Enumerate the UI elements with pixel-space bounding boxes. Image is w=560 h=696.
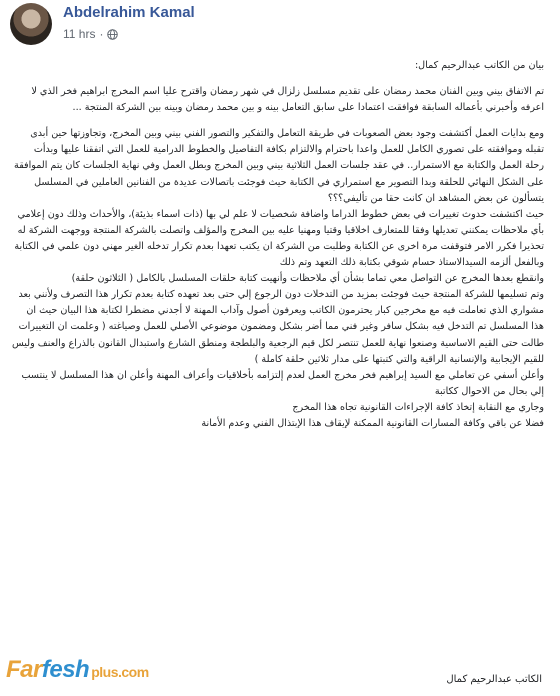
globe-icon[interactable]	[107, 29, 118, 40]
post-header	[10, 3, 195, 47]
post-body	[12, 58, 544, 432]
watermark-part-3: plus.com	[91, 664, 149, 680]
watermark-part-1: Far	[6, 656, 42, 683]
author-avatar[interactable]	[10, 3, 52, 45]
statement-signature: الكاتب عبدالرحيم كمال	[446, 674, 542, 685]
post-time-row	[63, 27, 195, 41]
statement-paragraph-6: وأعلن أسفي عن تعاملي مع السيد إبراهيم فخر مخرج العمل لعدم إلتزامه بأخلاقيات وأعراف المهنة وأعلن ان هذا المسلسل لا ينتسب إلي بحال من الاحوال ككاتبة	[21, 369, 544, 397]
author-name-link[interactable]: Abdelrahim Kamal	[63, 4, 195, 21]
statement-paragraph-3: حيث اكتشفت حدوث تغييرات في بعض خطوط الدراما واضافة شخصيات لا علم لي بها (ذات اسماء بذيئة)، والأحداث وذلك دون إعلامي بأي ملاحظات يمكنني تعديلها وفقا للمتعارف اخلاقيا وقتيا ومهنيا عليه بين المخرج والمؤلف واتصلت بالشركة المنتجة ووجهت الشركة له تحذيرا فكرر الامر فتوقفت مرة اخرى عن الكتابة وطلبت من الشركة ان يكتب تعهدا بعدم تكرار تدخله الغير مهني دون علمي في الكتابة وبالفعل ألزمه السيدالاستاذ حسام شوقي بكتابة ذلك التعهد وتم ذلك	[14, 208, 544, 269]
statement-paragraph-8: فضلا عن باقي وكافة المسارات القانونية الممكنة لإيقاف هذا الإبتذال الفني وعدم الأمانة	[201, 417, 544, 429]
post-timestamp[interactable]: 11 hrs	[63, 27, 96, 41]
watermark-part-2: fesh	[41, 656, 90, 683]
statement-heading: بيان من الكاتب عبدالرحيم كمال:	[414, 60, 544, 71]
statement-paragraph-2: ومع بدايات العمل أكتشفت وجود بعض الصعوبات في طريقة التعامل والتفكير والتصور الفني بيني وبين المخرج، وتجاوزتها حين أبدى تقبله وموافقته على تصوري الكامل للعمل واعدا باحترام والالتزام بكافة التفاصيل والخطوط الدرامية للعمل التي اتفقنا عليها وبدأت رحلة العمل والكتابة مع الاستمرار.. في عقد جلسات العمل الثلاثية بيني وبين المخرج وبطل العمل وفي نهاية الجلسات كان يتم الموافقة على الشكل النهائي للحلقة وبدا التصوير مع استمراري في الكتابة حيث فوجئت باتصالات عديدة من الفنانين العاملين في المسلسل يتسألون عن بعض المشاهد ان كانت حقا من تأليفي؟؟؟	[14, 128, 544, 204]
statement-paragraph-5: وتم تسليمها للشركة المنتجة حيث فوجئت بمزيد من التدخلات دون الرجوع إلي حتى بعد تعهده كتابة بعدم تكرار هذا التصرف ولأنني بعد مشواري الذي تعاملت فيه مع مخرجين كبار يحترمون الكاتب ويعرفون أصول وآداب المهنة لا أجدني مضطرا لكتابة هذا البيان حيث ان هذا المسلسل تم التدخل فيه بشكل سافر وغير فني مما أضر بشكل ومضمون موضوعي الأصلي للعمل وصياغته ( وعلمت ان التغييرات طالت حتى القيم الاساسية وصنعوا نهاية للعمل تنتصر لكل قيم الرجعية والبلطجة ومنطق الشارع واستبدال القانون بالذراع والعنف وليس للقيم الإيجابية والإنسانية الراقية والتي كتبتها على مدار ثلاثين حلقة كاملة )	[12, 289, 544, 365]
post-meta	[63, 3, 195, 41]
statement-paragraph-4: وانقطع بعدها المخرج عن التواصل معي تماما بشأن أي ملاحظات وأنهيت كتابة حلقات المسلسل بالكامل ( الثلاثون حلقة)	[71, 273, 544, 285]
statement-paragraph-7: وجاري مع النقابة إتخاذ كافة الإجراءات القانونية تجاه هذا المخرج	[292, 401, 544, 413]
farfesh-watermark	[6, 656, 149, 684]
meta-separator: ·	[99, 27, 104, 41]
statement-paragraph-1: تم الاتفاق بيني وبين الفنان محمد رمضان على تقديم مسلسل زلزال في شهر رمضان واقترح عليا اسم المخرج ابراهيم فخر الذي لا اعرفه وأخبرني بأعماله السابقة فوافقت اعتمادا على سابق التعامل بينه و بين محمد رمضان وبينه بين الشركة المنتجة ...	[31, 86, 544, 114]
